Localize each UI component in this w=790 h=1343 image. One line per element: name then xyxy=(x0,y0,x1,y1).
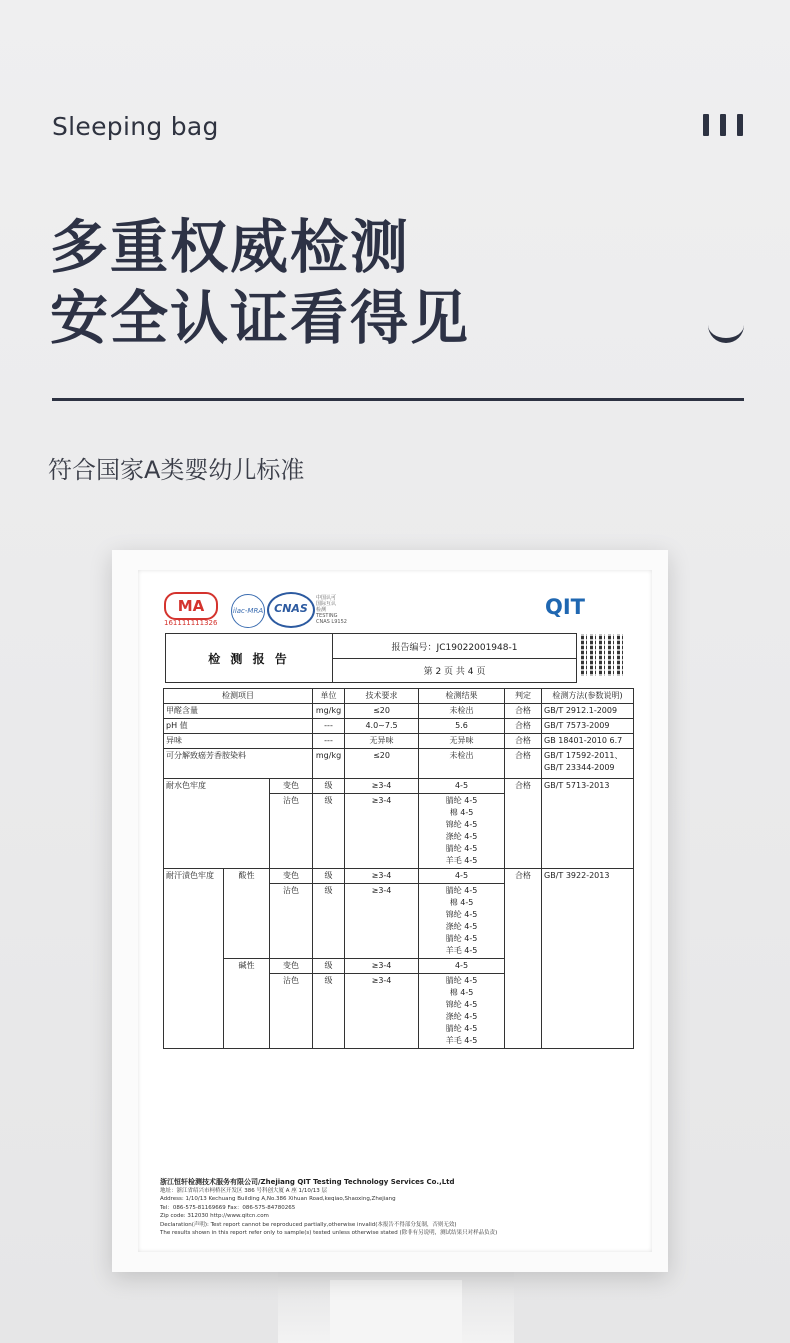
table-header-row: 检测项目 单位 技术要求 检测结果 判定 检测方法(参数说明) xyxy=(164,689,634,704)
report-footer xyxy=(160,1178,630,1238)
table-row: 沾色 级 ≥3-4 腈纶 4-5 棉 4-5 锦纶 4-5 涤纶 4-5 腈纶 4-5 羊毛 4-5 xyxy=(164,794,634,869)
cnas-logo: CNAS xyxy=(267,592,315,628)
cma-number: 161111111326 xyxy=(164,619,218,627)
divider xyxy=(52,398,744,401)
report-page: 第 2 页 共 4 页 xyxy=(423,667,486,677)
table-row: 耐汗渍色牢度 酸性 变色 级 ≥3-4 4-5 合格 GB/T 3922-2013 xyxy=(164,869,634,884)
headline-line1: 多重权威检测 xyxy=(50,213,411,281)
table-row: pH 值 --- 4.0~7.5 5.6 合格 GB/T 7573-2009 xyxy=(164,719,634,734)
table-row: 沾色 级 ≥3-4 腈纶 4-5 棉 4-5 锦纶 4-5 涤纶 4-5 腈纶 4-5 羊毛 4-5 xyxy=(164,884,634,959)
table-row: 耐水色牢度 变色 级 ≥3-4 4-5 合格 GB/T 5713-2013 xyxy=(164,779,634,794)
menu-bars-icon[interactable] xyxy=(703,114,743,136)
footer-address-cn: 地址：浙江省绍兴市柯桥区开发区 386 号科创大厦 A 座 1/10/13 层 xyxy=(160,1187,327,1194)
ilac-logo: ilac-MRA xyxy=(231,594,265,628)
cma-logo: MA xyxy=(164,592,218,620)
table-row: 可分解致癌芳香胺染料 mg/kg ≤20 未检出 合格 GB/T 17592-2011、GB/T 23344-2009 xyxy=(164,749,634,779)
table-row: 甲醛含量 mg/kg ≤20 未检出 合格 GB/T 2912.1-2009 xyxy=(164,704,634,719)
results-table xyxy=(163,688,634,1049)
qit-logo: QIT xyxy=(545,595,585,619)
table-row: 异味 --- 无异味 无异味 合格 GB 18401-2010 6.7 xyxy=(164,734,634,749)
report-header-box xyxy=(165,633,577,683)
cnas-caption: 中国认可 国际互认 检测 TESTING CNAS L9152 xyxy=(316,595,347,625)
headline-line2: 安全认证看得见 xyxy=(50,284,471,352)
footer-company: 浙江恒轩检测技术服务有限公司/Zhejiang QIT Testing Technology Services Co.,Ltd xyxy=(160,1178,455,1186)
frame-stand-leg xyxy=(330,1280,462,1343)
footer-zip: Zip code: 312030 http://www.qitcn.com xyxy=(160,1213,269,1219)
header-label: Sleeping bag xyxy=(52,112,219,141)
table-row: 沾色 级 ≥3-4 腈纶 4-5 棉 4-5 锦纶 4-5 涤纶 4-5 腈纶 4-5 羊毛 4-5 xyxy=(164,974,634,1049)
footer-address-en: Address: 1/10/13 Kechuang Building A,No.386 Xihuan Road,keqiao,Shaoxing,Zhejiang xyxy=(160,1196,396,1202)
footer-tel: Tel：086-575-81169669 Fax：086-575-84780265 xyxy=(160,1204,296,1211)
qr-code-icon xyxy=(581,634,623,676)
footer-declaration: Declaration(声明): Test report cannot be reproduced partially,otherwise invalid(本报告不得部分复制，否则无效) xyxy=(160,1221,457,1228)
report-title: 检 测 报 告 xyxy=(166,634,333,682)
report-number: 报告编号：JC19022001948-1 xyxy=(333,634,576,659)
subtitle: 符合国家A类婴幼儿标准 xyxy=(48,456,305,484)
table-row: 碱性 变色 级 ≥3-4 4-5 xyxy=(164,959,634,974)
footer-declaration-2: The results shown in this report refer only to sample(s) tested unless otherwise stated (除非有另说明，测试结果只对样品负责) xyxy=(160,1230,498,1236)
